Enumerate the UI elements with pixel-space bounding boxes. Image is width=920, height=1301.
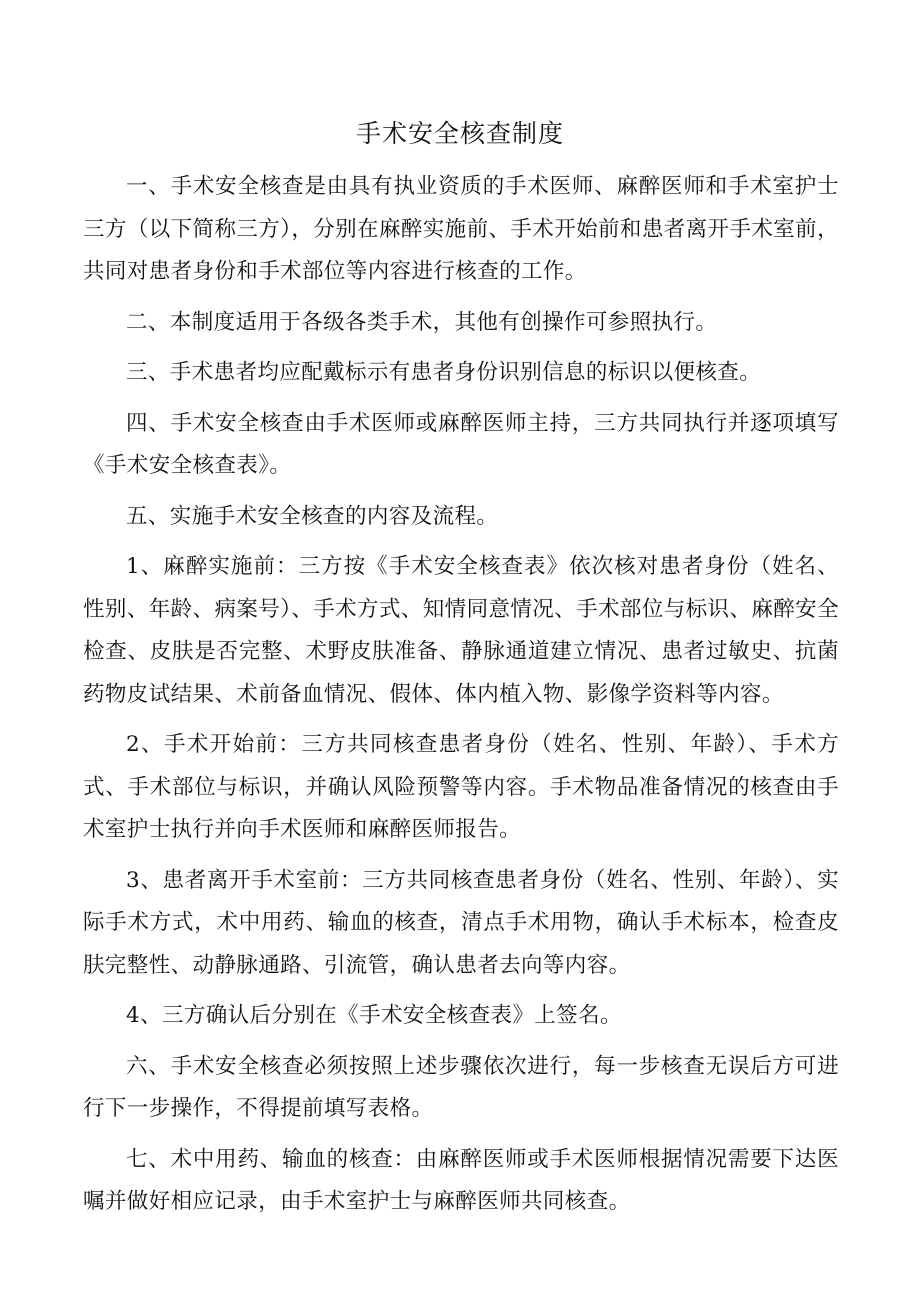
document-title: 手术安全核查制度 [355, 119, 564, 148]
paragraph-1: 一、手术安全核查是由具有执业资质的手术医师、麻醉医师和手术室护士三方（以下简称三方），分别在麻醉实施前、手术开始前和患者离开手术室前，共同对患者身份和手术部位等内容进行核查的工作。 [83, 174, 839, 284]
paragraph-3: 三、手术患者均应配戴标示有患者身份识别信息的标识以便核查。 [126, 360, 762, 385]
paragraph-7: 七、术中用药、输血的核查：由麻醉医师或手术医师根据情况需要下达医嘱并做好相应记录，由手术室护士与麻醉医师共同核查。 [83, 1146, 839, 1214]
document-body [83, 166, 839, 1232]
paragraph-4: 四、手术安全核查由手术医师或麻醉医师主持，三方共同执行并逐项填写《手术安全核查表》。 [83, 410, 839, 478]
paragraph-5-1: 1、麻醉实施前：三方按《手术安全核查表》依次核对患者身份（姓名、性别、年龄、病案号）、手术方式、知情同意情况、手术部位与标识、麻醉安全检查、皮肤是否完整、术野皮肤准备、静脉通道建立情况、患者过敏史、抗菌药物皮试结果、术前备血情况、假体、体内植入物、影像学资料等内容。 [83, 554, 839, 707]
paragraph-2: 二、本制度适用于各级各类手术，其他有创操作可参照执行。 [126, 309, 718, 335]
paragraph-5-2: 2、手术开始前：三方共同核查患者身份（姓名、性别、年龄）、手术方式、手术部位与标识，并确认风险预警等内容。手术物品准备情况的核查由手术室护士执行并向手术医师和麻醉医师报告。 [83, 732, 839, 842]
paragraph-5-3: 3、患者离开手术室前：三方共同核查患者身份（姓名、性别、年龄）、实际手术方式，术中用药、输血的核查，清点手术用物，确认手术标本，检查皮肤完整性、动静脉通路、引流管，确认患者去向等内容。 [83, 867, 839, 978]
paragraph-5: 五、实施手术安全核查的内容及流程。 [126, 503, 499, 529]
paragraph-6: 六、手术安全核查必须按照上述步骤依次进行，每一步核查无误后方可进行下一步操作，不得提前填写表格。 [83, 1053, 839, 1121]
paragraph-5-4: 4、三方确认后分别在《手术安全核查表》上签名。 [126, 1003, 622, 1028]
